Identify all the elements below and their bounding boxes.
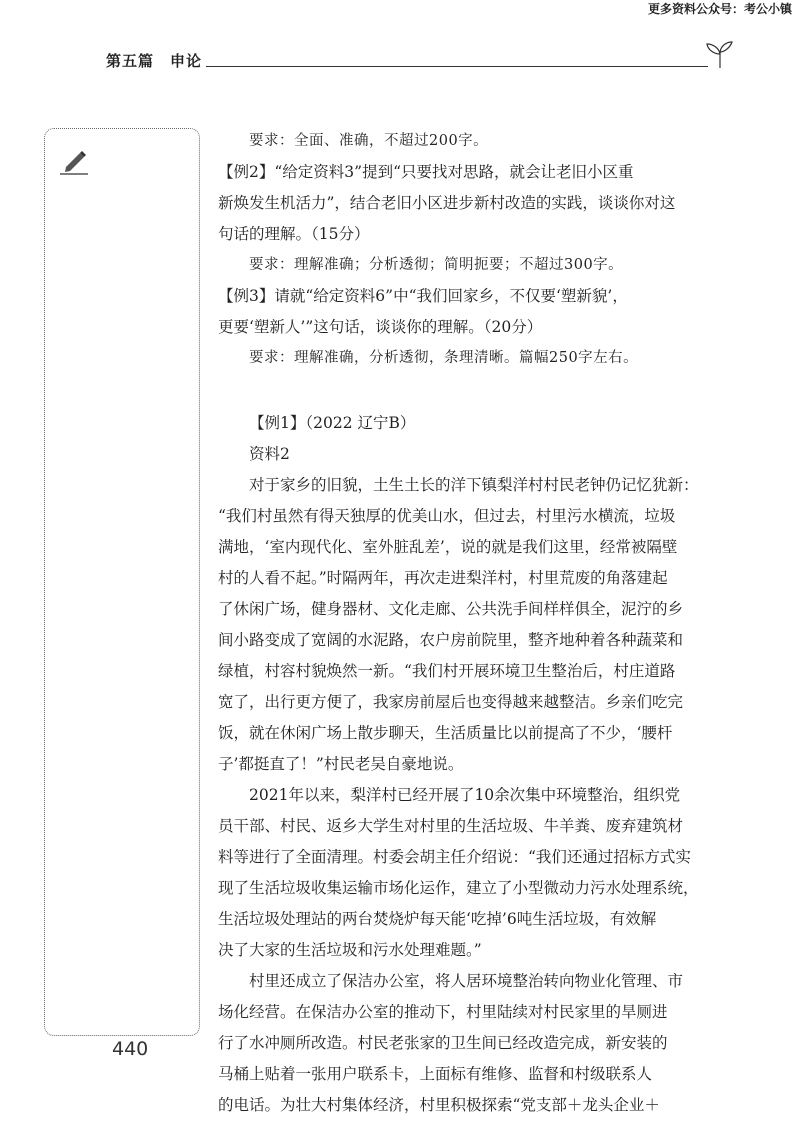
paragraph-line: 村的人看不起。”时隔两年，再次走进梨洋村，村里荒废的角落建起 <box>218 569 668 587</box>
paragraph-line: 绿植，村容村貌焕然一新。“我们村开展环境卫生整治后，村庄道路 <box>218 662 676 680</box>
watermark-text: 更多资料公众号：考公小镇 <box>647 2 792 16</box>
page-content <box>218 126 699 1121</box>
page-number: 440 <box>112 1038 149 1060</box>
requirement-text: 要求：全面、准确，不超过200字。 <box>249 133 489 149</box>
paragraph-line: 决了大家的生活垃圾和污水处理难题。” <box>218 941 482 959</box>
header-rule <box>206 66 708 67</box>
section-title: 第五篇 申论 <box>106 52 203 70</box>
example-text: 更要‘塑新人’”这句话，谈谈你的理解。（20分） <box>218 318 543 336</box>
example-text: 句话的理解。（15分） <box>218 225 370 243</box>
paragraph-line: 的电话。为壮大村集体经济，村里积极探索“党支部＋龙头企业＋ <box>218 1096 660 1114</box>
pencil-icon <box>58 148 90 176</box>
requirement-text: 要求：理解准确，分析透彻，条理清晰。篇幅250字左右。 <box>249 350 639 366</box>
paragraph-line: 2021年以来，梨洋村已经开展了10余次集中环境整治，组织党 <box>249 786 681 804</box>
notes-margin-box <box>44 128 200 1036</box>
paragraph-line: 对于家乡的旧貌，土生土长的洋下镇梨洋村村民老钟仍记忆犹新： <box>249 476 699 494</box>
paragraph-line: 马桶上贴着一张用户联系卡，上面标有维修、监督和村级联系人 <box>218 1065 653 1083</box>
paragraph-line: 满地，‘室内现代化、室外脏乱差’，说的就是我们这里，经常被隔壁 <box>218 538 678 556</box>
paragraph-line: 间小路变成了宽阔的水泥路，农户房前院里，整齐地种着各种蔬菜和 <box>218 631 684 649</box>
material-label: 资料2 <box>249 445 290 463</box>
example-text: 【例3】请就“给定资料6”中“我们回家乡，不仅要‘塑新貌’， <box>218 287 628 305</box>
paragraph-line: 生活垃圾处理站的两台焚烧炉每天能‘吃掉’6吨生活垃圾，有效解 <box>218 910 657 928</box>
example-heading: 【例1】（2022 辽宁B） <box>249 414 416 432</box>
paragraph-line: 场化经营。在保洁办公室的推动下，村里陆续对村民家里的旱厕进 <box>218 1003 668 1021</box>
page-header <box>106 50 760 74</box>
paragraph-line: 村里还成立了保洁办公室，将人居环境整治转向物业化管理、市 <box>249 972 684 990</box>
paragraph-line: 现了生活垃圾收集运输市场化运作，建立了小型微动力污水处理系统， <box>218 879 699 897</box>
requirement-text: 要求：理解准确；分析透彻；简明扼要；不超过300字。 <box>249 257 624 273</box>
sprout-icon <box>702 40 738 70</box>
paragraph-line: 子’都挺直了！”村民老吴自豪地说。 <box>218 755 464 773</box>
paragraph-line: 料等进行了全面清理。村委会胡主任介绍说：“我们还通过招标方式实 <box>218 848 691 866</box>
example-text: 新焕发生机活力”，结合老旧小区进步新村改造的实践，谈谈你对这 <box>218 194 676 212</box>
example-text: 【例2】“给定资料3”提到“只要找对思路，就会让老旧小区重 <box>218 163 634 181</box>
paragraph-line: 了休闲广场，健身器材、文化走廊、公共洗手间样样俱全，泥泞的乡 <box>218 600 684 618</box>
paragraph-line: “我们村虽然有得天独厚的优美山水，但过去，村里污水横流，垃圾 <box>218 507 676 525</box>
paragraph-line: 宽了，出行更方便了，我家房前屋后也变得越来越整洁。乡亲们吃完 <box>218 693 684 711</box>
paragraph-line: 饭，就在休闲广场上散步聊天，生活质量比以前提高了不少，‘腰杆 <box>218 724 673 742</box>
paragraph-line: 行了水冲厕所改造。村民老张家的卫生间已经改造完成，新安装的 <box>218 1034 668 1052</box>
paragraph-line: 员干部、村民、返乡大学生对村里的生活垃圾、牛羊粪、废弃建筑材 <box>218 817 684 835</box>
spacer <box>218 374 692 408</box>
